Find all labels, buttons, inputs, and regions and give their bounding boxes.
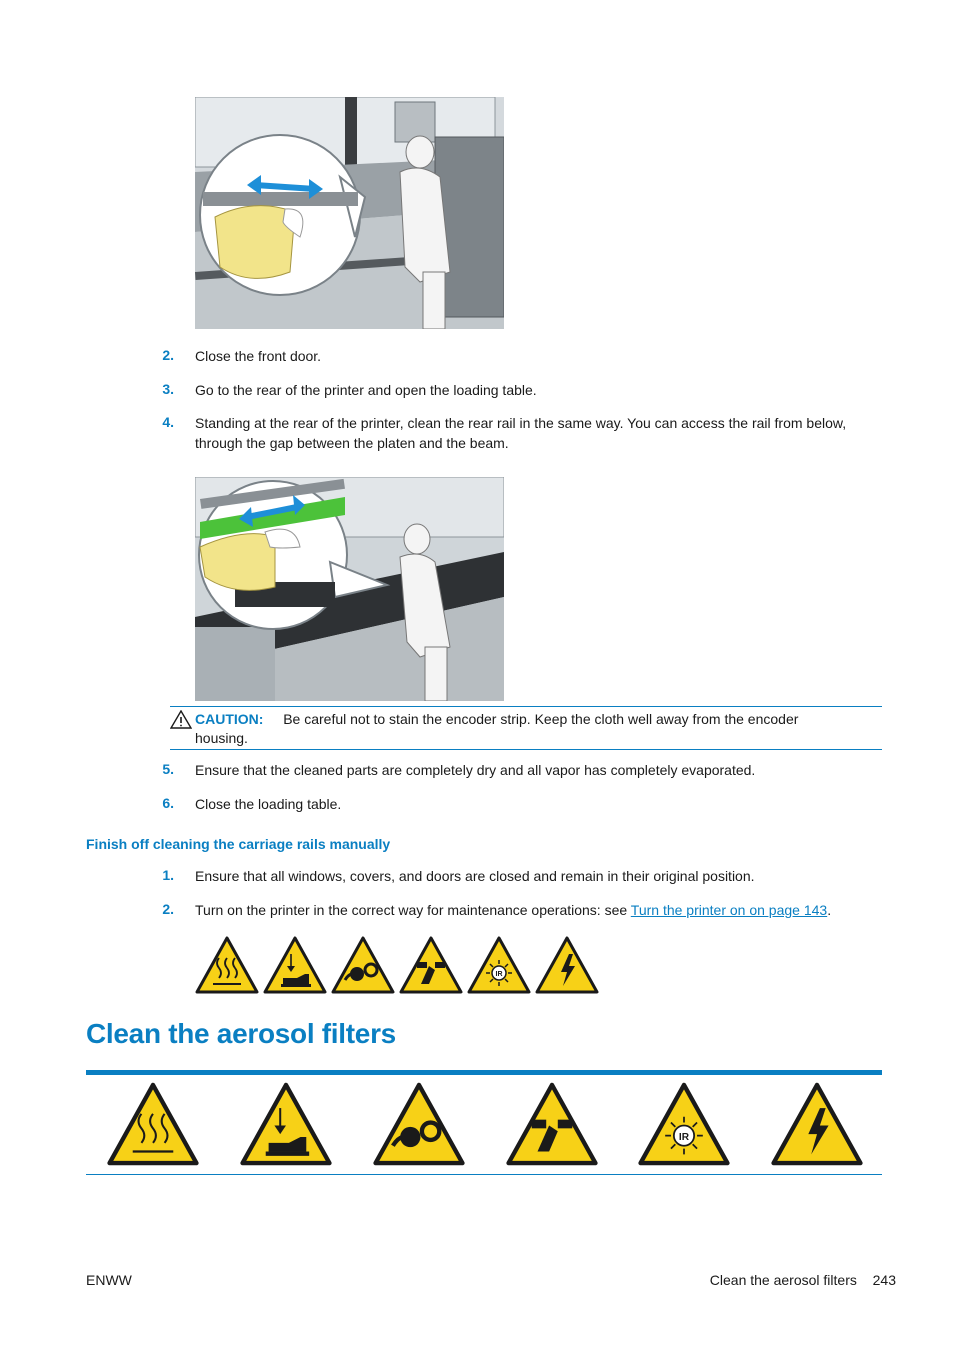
hazard-icon-row-large xyxy=(106,1082,866,1168)
step-number: 5. xyxy=(162,761,174,777)
crush-hand-icon xyxy=(239,1082,333,1166)
caution-text: Be careful not to stain the encoder strip. Keep the cloth well away from the encoder housing. xyxy=(195,711,799,746)
hazard-icon-row-small xyxy=(195,936,605,996)
step-number: 1. xyxy=(162,867,174,883)
warning-triangle-icon xyxy=(170,710,192,729)
turn-printer-on-link[interactable]: Turn the printer on on page 143 xyxy=(630,902,828,918)
step-text: Ensure that the cleaned parts are completely dry and all vapor has completely evaporated. xyxy=(195,762,756,778)
crush-hand-icon xyxy=(263,936,327,994)
step-text: Go to the rear of the printer and open the loading table. xyxy=(195,382,537,398)
ir-label: IR xyxy=(495,971,503,978)
section-title-rule xyxy=(86,1070,882,1075)
electric-shock-icon xyxy=(535,936,599,994)
caution-note xyxy=(170,706,882,750)
step-number: 4. xyxy=(162,414,174,430)
step-text: Standing at the rear of the printer, clean the rear rail in the same way. You can access the rail from below, through the gap between the platen and the beam. xyxy=(195,415,847,451)
gear-entanglement-icon xyxy=(372,1082,466,1166)
hazard-row-rule xyxy=(86,1174,882,1175)
step-text: Close the loading table. xyxy=(195,796,342,812)
step-text: Close the front door. xyxy=(195,348,322,364)
section-title: Clean the aerosol filters xyxy=(86,1018,396,1049)
electric-shock-icon xyxy=(770,1082,864,1166)
footer-left: ENWW xyxy=(86,1272,132,1288)
ir-label: IR xyxy=(678,1131,690,1143)
hot-surface-icon xyxy=(106,1082,200,1166)
step-text-after-link: . xyxy=(827,902,832,918)
step-number: 3. xyxy=(162,381,174,397)
hand-pinch-icon xyxy=(505,1082,599,1166)
infrared-radiation-icon xyxy=(467,936,531,994)
gear-entanglement-icon xyxy=(331,936,395,994)
page-number: 243 xyxy=(872,1272,896,1288)
step-number: 2. xyxy=(162,347,174,363)
illustration-front-rail-cleaning xyxy=(195,97,504,329)
step-text-before-link: Turn on the printer in the correct way for maintenance operations: see xyxy=(195,902,631,918)
caution-label: CAUTION: xyxy=(195,711,264,727)
hand-pinch-icon xyxy=(399,936,463,994)
step-text: Ensure that all windows, covers, and doors are closed and remain in their original position. xyxy=(195,868,755,884)
step-text xyxy=(195,900,895,920)
step-number: 2. xyxy=(162,901,174,917)
footer-section-title: Clean the aerosol filters xyxy=(709,1272,857,1288)
footer-right xyxy=(710,1272,896,1288)
hot-surface-icon xyxy=(195,936,259,994)
illustration-rear-rail-cleaning xyxy=(195,477,504,701)
subsection-heading: Finish off cleaning the carriage rails manually xyxy=(86,836,391,852)
infrared-radiation-icon xyxy=(637,1082,731,1166)
step-number: 6. xyxy=(162,795,174,811)
